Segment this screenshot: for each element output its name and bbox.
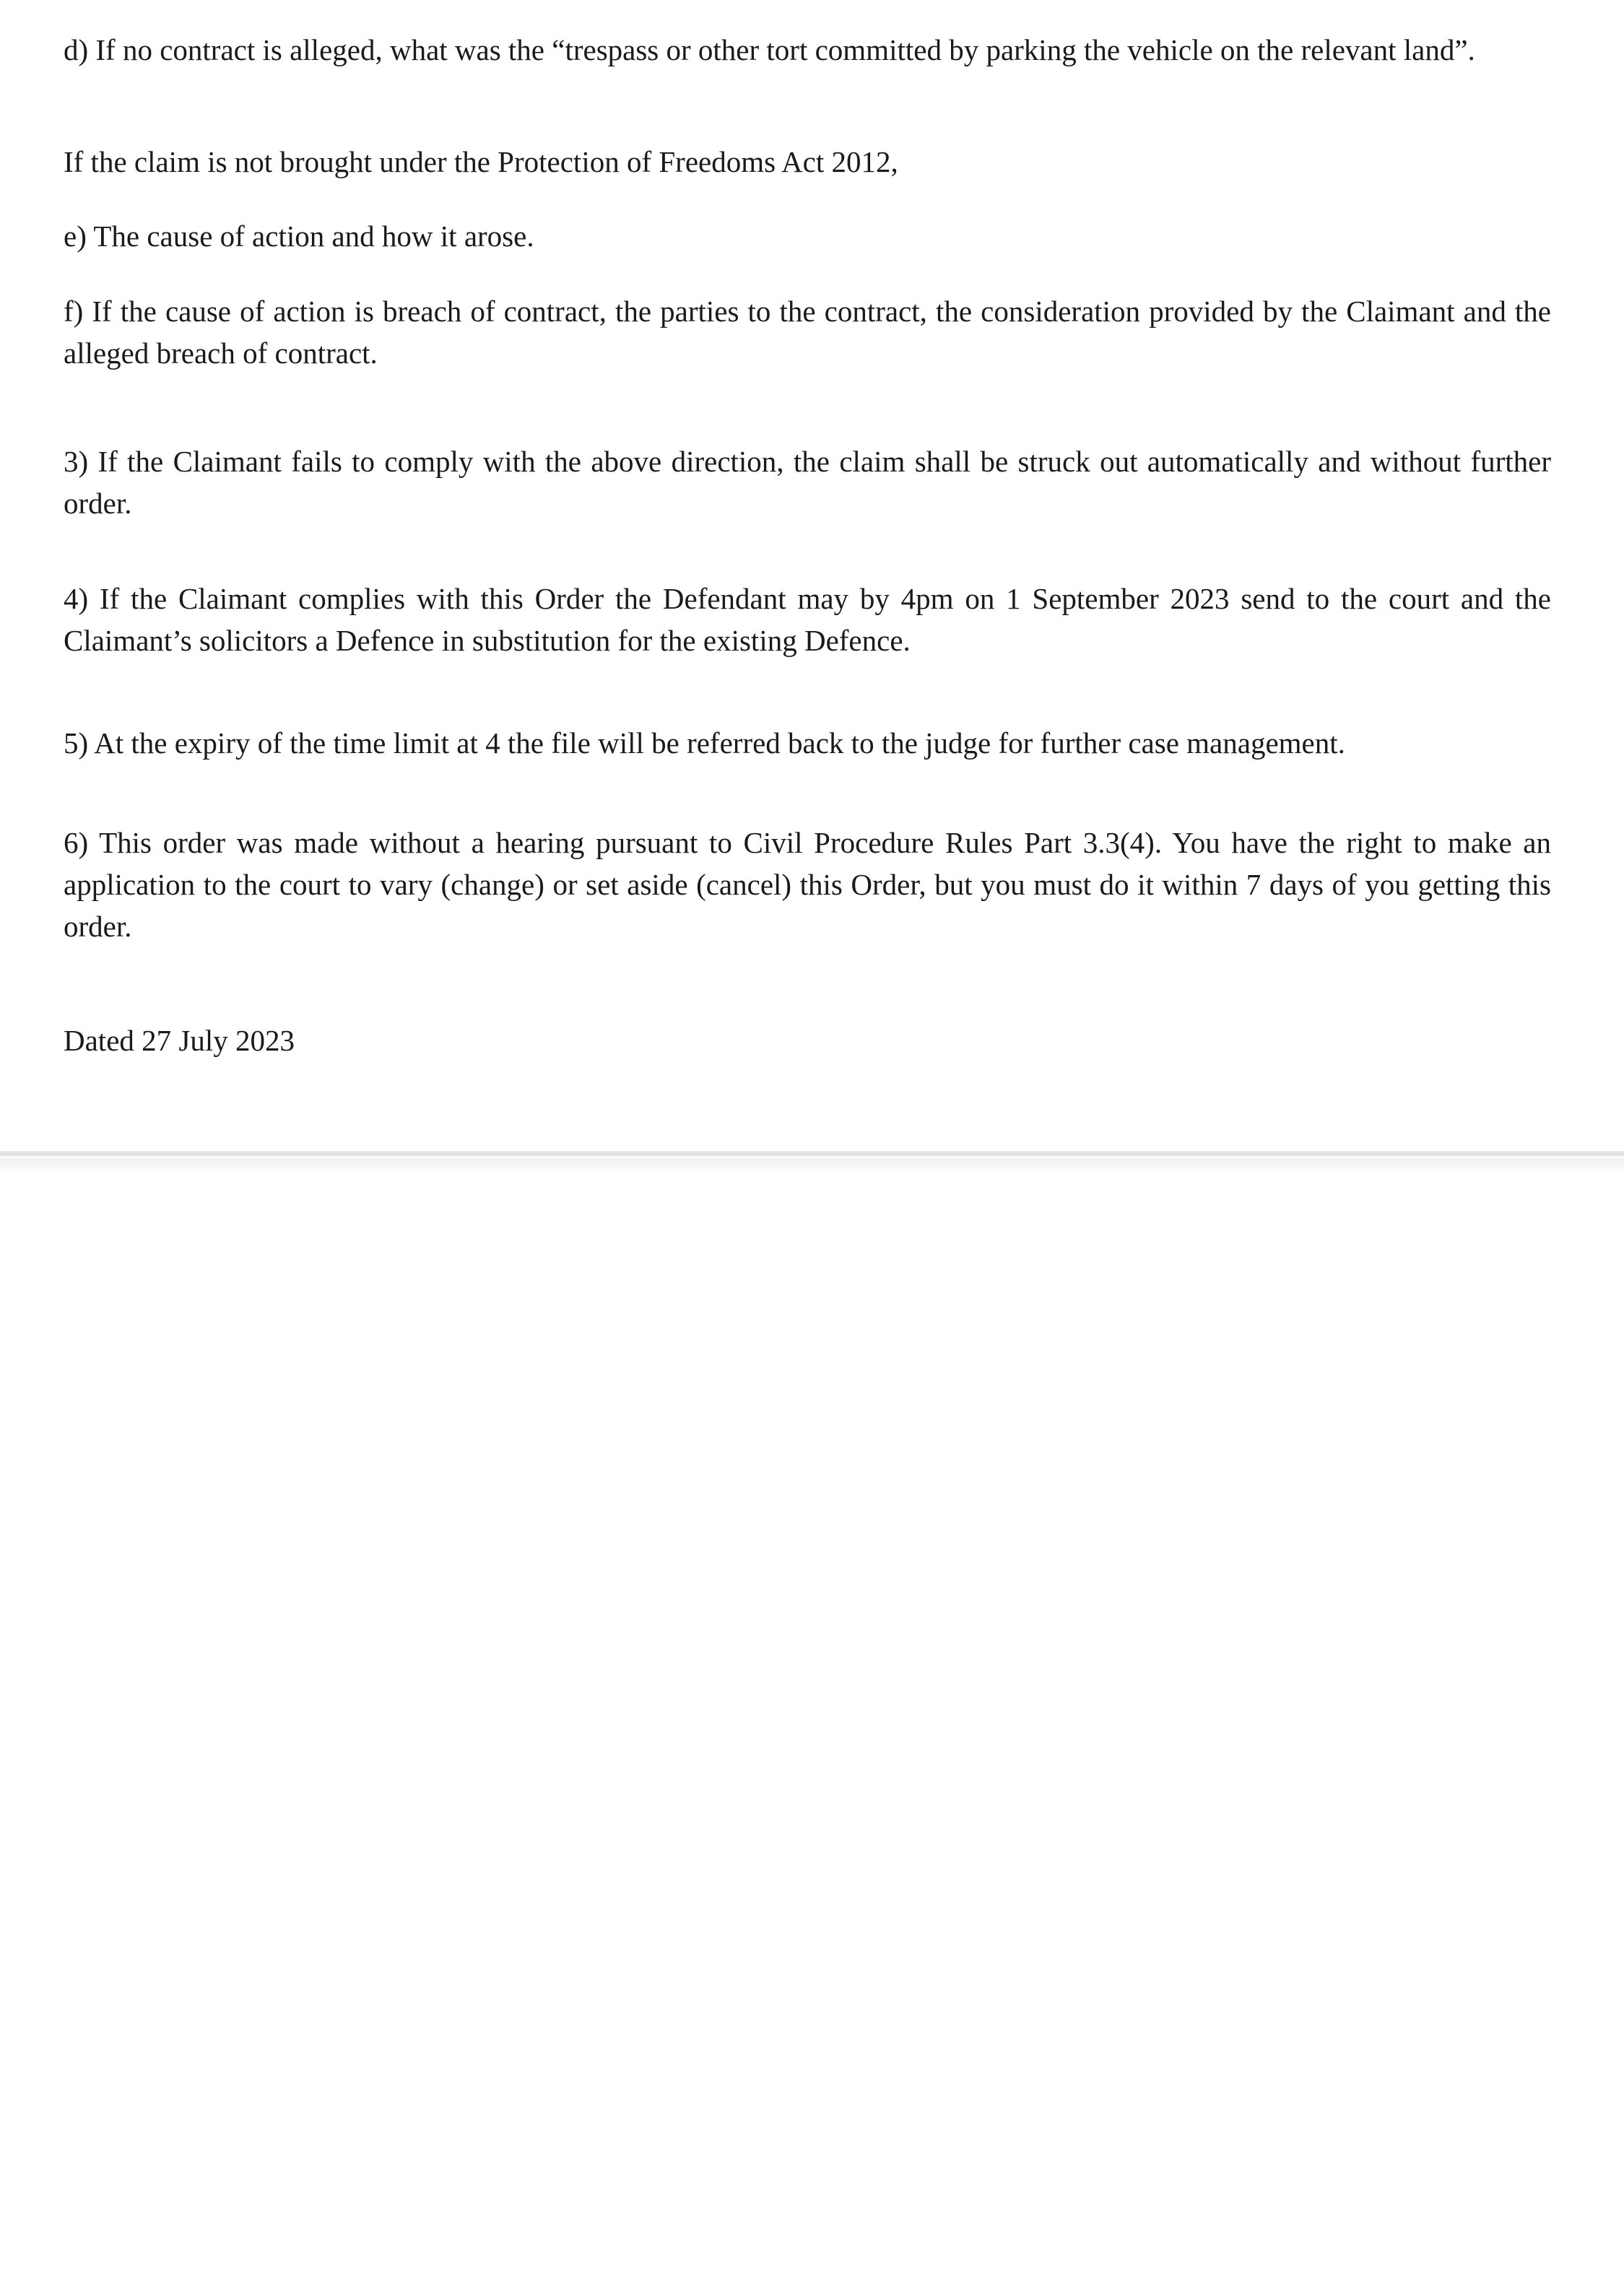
paragraph-intro-e-f: If the claim is not brought under the Protection of Freedoms Act 2012, bbox=[64, 145, 898, 178]
dated-line: Dated 27 July 2023 bbox=[64, 1024, 295, 1057]
paragraph-6: 6) This order was made without a hearing pursuant to Civil Procedure Rules Part 3.3(4). You have the right to make an application to the court to vary (change) or set aside (cancel) this Order, but you must do it within 7 days of you getting this order. bbox=[64, 826, 1551, 943]
paragraph-4: 4) If the Claimant complies with this Order the Defendant may by 4pm on 1 September 2023 send to the court and the Claimant’s solicitors a Defence in substitution for the existing Defence. bbox=[64, 582, 1551, 657]
paragraph-d: d) If no contract is alleged, what was the “trespass or other tort committed by parking the vehicle on the relevant land”. bbox=[64, 33, 1475, 66]
page-fold-line bbox=[0, 1151, 1624, 1157]
page-fold-shadow bbox=[0, 1158, 1624, 1174]
paragraph-5: 5) At the expiry of the time limit at 4 the file will be referred back to the judge for further case management. bbox=[64, 726, 1345, 760]
paragraph-e: e) The cause of action and how it arose. bbox=[64, 219, 534, 253]
paragraph-3: 3) If the Claimant fails to comply with the above direction, the claim shall be struck out automatically and without further order. bbox=[64, 445, 1551, 520]
paragraph-f: f) If the cause of action is breach of contract, the parties to the contract, the consideration provided by the Claimant and the alleged breach of contract. bbox=[64, 295, 1551, 370]
